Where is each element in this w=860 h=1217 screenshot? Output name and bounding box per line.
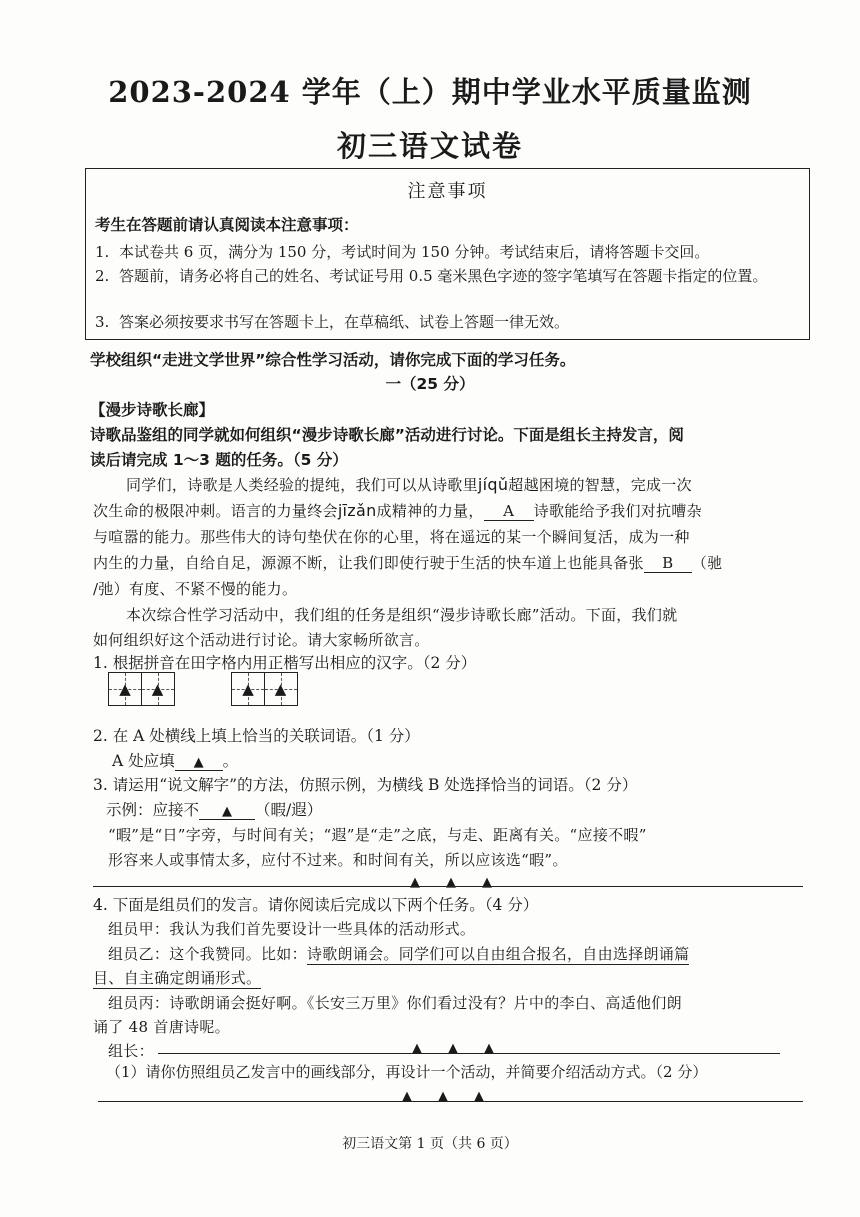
passage-line: /弛）有度、不紧不慢的能力。 <box>93 580 298 598</box>
passage-line: 内生的力量，自给自足，源源不断，让我们即使行驶于生活的快车道上也能具备张 B （驰 <box>93 554 723 572</box>
question-4-1: （1）请你仿照组员乙发言中的画线部分，再设计一个活动，并简要介绍活动方式。（2 分） <box>106 1063 708 1081</box>
answer-line[interactable] <box>93 886 803 887</box>
member-b-speech-cont <box>93 967 261 988</box>
page-footer: 初三语文第 1 页（共 6 页） <box>342 1136 518 1152</box>
pinyin: jíqǔ <box>477 475 509 494</box>
subsection-heading: 【漫步诗歌长廊】 <box>90 401 215 419</box>
activity-intro: 学校组织“走进文学世界”综合性学习活动，请你完成下面的学习任务。 <box>90 351 576 369</box>
passage-line: 同学们，诗歌是人类经验的提纯，我们可以从诗歌里jíqǔ超越困境的智慧，完成一次 <box>126 475 692 494</box>
leader-answer-line[interactable] <box>158 1053 780 1054</box>
blank-b: B <box>644 554 692 573</box>
leader-speech: 组长： <box>108 1042 154 1060</box>
passage-line: 与喧嚣的能力。那些伟大的诗句垫伏在你的心里，将在遥远的某一个瞬间复活，成为一种 <box>93 528 690 546</box>
tianzige-cell[interactable]: ▲ <box>231 672 265 706</box>
exam-title: 2023-2024 学年（上）期中学业水平质量监测 <box>108 75 752 109</box>
example-blank: ▲ <box>199 801 255 820</box>
question-4: 4. 下面是组员们的发言。请你阅读后完成以下两个任务。（4 分） <box>93 896 539 914</box>
blank-a: A <box>484 502 534 521</box>
notice-heading: 注意事项 <box>407 181 488 202</box>
notice-item: 1. 本试卷共 6 页，满分为 150 分，考试时间为 150 分钟。考试结束后，请将答题卡交回。 <box>95 243 710 261</box>
q2-answer-line: A 处应填 ▲ 。 <box>112 752 239 770</box>
member-b-speech: 组员乙：这个我赞同。比如：诗歌朗诵会。同学们可以自由组合报名，自由选择朗诵篇 <box>108 945 690 963</box>
task-instruction: 诗歌品鉴组的同学就如何组织“漫步诗歌长廊”活动进行讨论。下面是组长主持发言，阅 <box>90 426 684 444</box>
answer-marks: ▲ ▲ ▲ <box>402 1089 484 1104</box>
pinyin: jīzǎn <box>337 501 377 520</box>
exam-subtitle: 初三语文试卷 <box>336 129 523 163</box>
passage-line: 本次综合性学习活动中，我们组的任务是组织“漫步诗歌长廊”活动。下面，我们就 <box>126 606 678 624</box>
tianzige-cell[interactable]: ▲ <box>141 672 175 706</box>
answer-marks: ▲ ▲ ▲ <box>410 875 492 890</box>
underlined-text: 诗歌朗诵会。同学们可以自由组合报名，自由选择朗诵篇 <box>306 945 690 963</box>
member-c-speech-cont: 诵了 48 首唐诗呢。 <box>93 1018 230 1036</box>
notice-box <box>85 168 810 340</box>
question-3: 3. 请运用“说文解字”的方法，仿照示例，为横线 B 处选择恰当的词语。（2 分） <box>93 776 638 794</box>
q3-explanation: “暇”是“日”字旁，与时间有关；“遐”是“走”之底，与走、距离有关。“应接不暇” <box>108 826 647 844</box>
question-2: 2. 在 A 处横线上填上恰当的关联词语。（1 分） <box>93 727 420 745</box>
task-instruction: 读后请完成 1～3 题的任务。（5 分） <box>90 451 348 469</box>
writing-grid-1[interactable] <box>108 672 173 708</box>
notice-item: 2. 答题前，请务必将自己的姓名、考试证号用 0.5 毫米黑色字迹的签字笔填写在答题卡指定的位置。 <box>95 267 768 285</box>
member-a-speech: 组员甲：我认为我们首先要设计一些具体的活动形式。 <box>108 920 476 938</box>
writing-grid-2[interactable] <box>231 672 296 708</box>
q3-example: 示例：应接不 ▲ （暇/遐） <box>106 801 323 819</box>
passage-line: 次生命的极限冲刺。语言的力量终会jīzǎn成精神的力量， A 诗歌能给予我们对抗嘈杂 <box>93 501 702 520</box>
section-heading: 一（25 分） <box>385 375 475 393</box>
answer-marks: ▲ ▲ ▲ <box>412 1041 494 1056</box>
tianzige-cell[interactable]: ▲ <box>108 672 142 706</box>
underlined-text: 目、自主确定朗诵形式。 <box>93 969 262 987</box>
tianzige-cell[interactable]: ▲ <box>264 672 298 706</box>
notice-intro: 考生在答题前请认真阅读本注意事项： <box>95 216 359 234</box>
passage-line: 如何组织好这个活动进行讨论。请大家畅所欲言。 <box>93 631 430 649</box>
answer-blank[interactable]: ▲ <box>175 752 223 771</box>
q3-explanation: 形容来人或事情太多，应付不过来。和时间有关，所以应该选“暇”。 <box>108 851 568 869</box>
question-1: 1. 根据拼音在田字格内用正楷写出相应的汉字。（2 分） <box>93 654 477 672</box>
answer-line[interactable] <box>98 1101 803 1102</box>
notice-item: 3. 答案必须按要求书写在答题卡上，在草稿纸、试卷上答题一律无效。 <box>95 313 570 331</box>
member-c-speech: 组员丙：诗歌朗诵会挺好啊。《长安三万里》你们看过没有？片中的李白、高适他们朗 <box>108 994 682 1012</box>
